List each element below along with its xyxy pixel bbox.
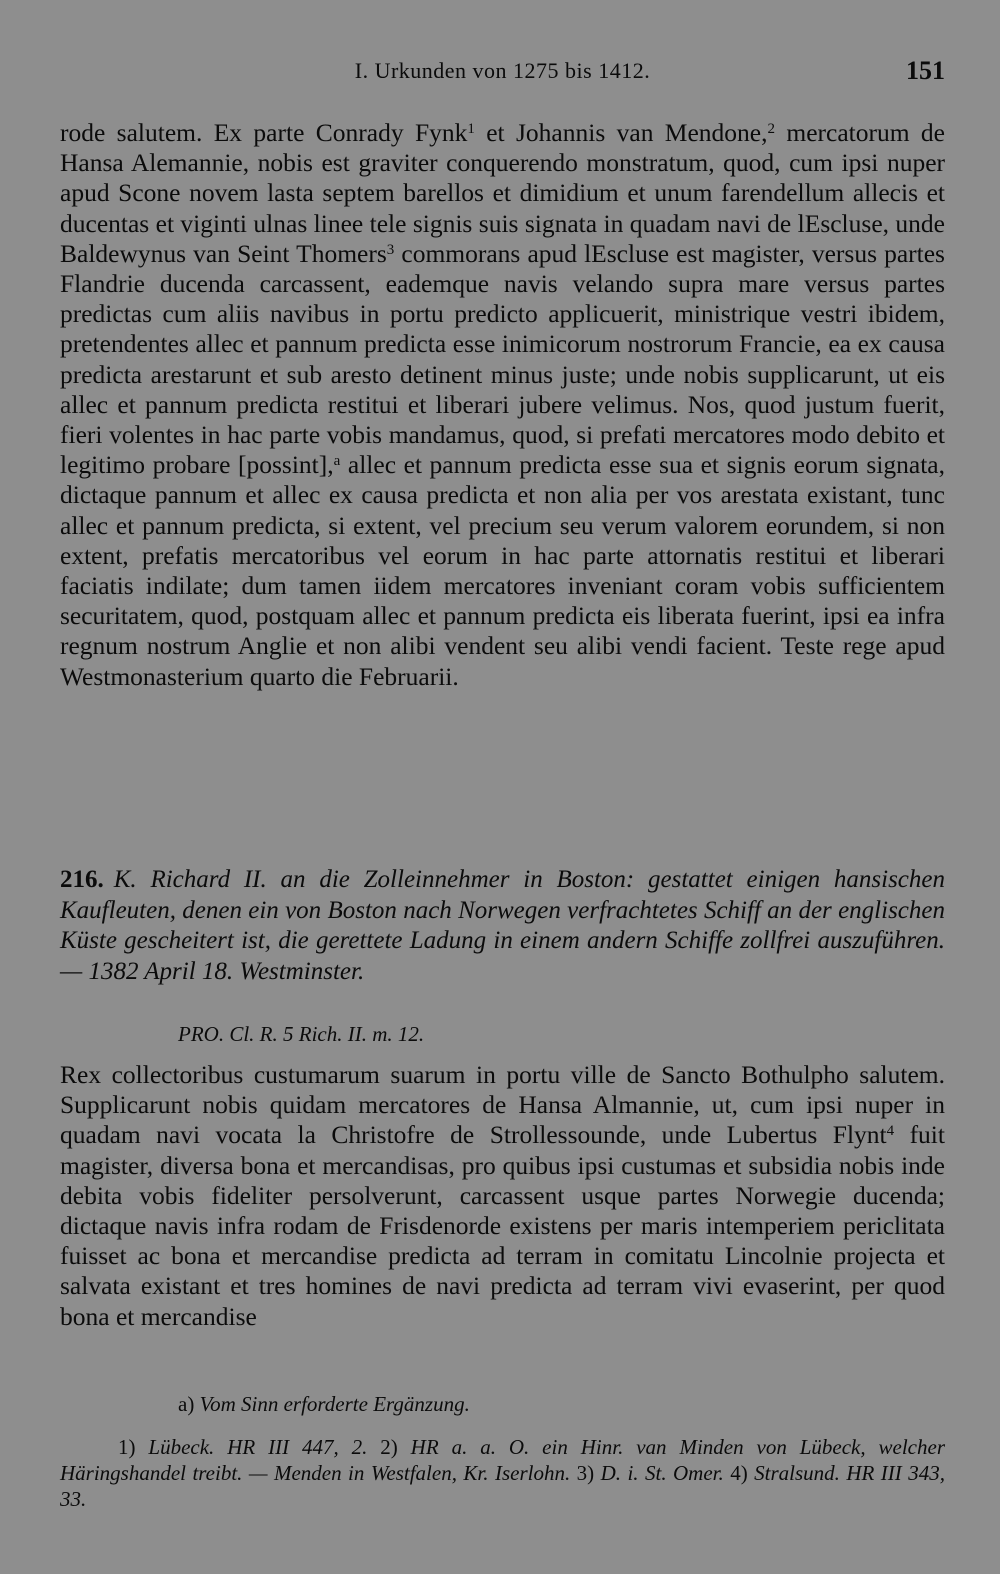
textual-note-a bbox=[178, 1392, 470, 1417]
footnotes bbox=[60, 1434, 945, 1512]
footnote-number-3: 3) bbox=[570, 1461, 601, 1485]
textual-note-marker: a) bbox=[178, 1392, 195, 1416]
footnote-text-1: Lübeck. HR III 447, 2. bbox=[148, 1435, 368, 1459]
footnote-ref-3: 3 bbox=[386, 241, 395, 258]
footnote-text-2: HR a. a. O. ein Hinr. van Minden von Lübeck, welcher Häringshandel treibt. — Menden in Westfalen, Kr. Iserlohn. bbox=[60, 1435, 945, 1485]
footnote-ref-2: 2 bbox=[767, 121, 775, 137]
document-number: 216. bbox=[60, 866, 104, 893]
page-header bbox=[60, 56, 945, 92]
text-segment: mercatorum de Hansa Alemannie, nobis est graviter conquerendo monstratum, quod, cum ipsi nuper apud Scone novem lasta septem barellos et dimidium et unum farendellum allecis et ducentas et viginti ulnas linee tele signis suis signata in quadam navi de lEscluse, unde Baldewynus van Seint Thomers bbox=[60, 118, 945, 268]
text-segment: allec et pannum predicta esse sua et signis eorum signata, dictaque pannum et allec ex causa predicta et non alia per vos arestata existant, tunc allec et pannum predicta, si extent, vel precium seu verum valorem eorundem, si non extent, prefatis mercatoribus vel eorum in hac parte attornatis restitui et liberari faciatis indilate; dum tamen iidem mercatores inveniant coram vobis sufficientem securitatem, quod, postquam allec et pannum predicta eis liberata fuerint, ipsi ea infra regnum nostrum Anglie et non alibi vendent seu alibi vendi facient. Teste rege apud Westmonasterium quarto die Februarii. bbox=[60, 450, 945, 691]
text-segment: rode salutem. Ex parte Conrady Fynk bbox=[60, 118, 468, 147]
footnote-text-3: D. i. St. Omer. bbox=[600, 1461, 724, 1485]
regest-text: K. Richard II. an die Zolleinnehmer in Boston: gestattet einigen hansischen Kaufleuten, denen ein von Boston nach Norwegen verfrachtetes Schiff an der englischen Küste gescheitert ist, die gerettete Ladung in einem andern Schiffe zollfrei auszuführen. — 1382 April 18. Westminster. bbox=[60, 866, 945, 985]
archival-source: PRO. Cl. R. 5 Rich. II. m. 12. bbox=[178, 1022, 425, 1046]
document-regest bbox=[60, 865, 945, 987]
text-segment: fuit magister, diversa bona et mercandisas, pro quibus ipsi custumas et subsidia nobis inde debita vobis fideliter persolverunt, carcassent usque partes Norwegie ducenda; dictaque navis infra rodam de Frisdenorde existens per maris intemperiem periclitata fuisset ac bona et mercandise predicta ad terram in comitatu Lincolnie projecta et salvata existant et tres homines de navi predicta ad terram vivi evaserint, per quod bona et mercandise bbox=[60, 1120, 945, 1331]
text-segment: Rex collectoribus custumarum suarum in portu ville de Sancto Bothulpho salutem. Supplicarunt nobis quidam mercatores de Hansa Almannie, ut, cum ipsi nuper in quadam navi vocata la Christofre de Strollessounde, unde Lubertus Flynt bbox=[60, 1060, 945, 1150]
footnote-text-4: Stralsund. HR III 343, 33. bbox=[60, 1461, 945, 1511]
document-text bbox=[60, 1060, 945, 1332]
footnote-number-4: 4) bbox=[723, 1461, 755, 1485]
footnote-ref-1: 1 bbox=[467, 121, 475, 137]
paragraph-continuation bbox=[60, 118, 945, 692]
footnote-number-2: 2) bbox=[367, 1435, 411, 1459]
text-segment: et Johannis van Mendone, bbox=[474, 118, 768, 147]
text-segment: commorans apud lEscluse est magister, versus partes Flandrie ducenda carcassent, eademque navis velando supra mare versus partes predictas cum aliis navibus in portu predicto applicuerit, ministrique vestri ibidem, pretendentes allec et pannum predicta esse inimicorum nostrorum Francie, ea ex causa predicta arestarunt et sub aresto detinent minus juste; unde nobis supplicarunt, ut eis allec et pannum predicta restitui et liberari jubere velimus. Nos, quod justum fuerit, fieri volentes in hac parte vobis mandamus, quod, si prefati mercatores modo debito et legitimo probare [possint], bbox=[60, 238, 945, 480]
footnote-number-1: 1) bbox=[118, 1435, 149, 1459]
page-number: 151 bbox=[906, 56, 945, 85]
footnote-ref-a: a bbox=[333, 453, 341, 470]
running-head: I. Urkunden von 1275 bis 1412. bbox=[354, 58, 651, 83]
footnote-ref-4: 4 bbox=[886, 1123, 895, 1140]
textual-note-text: Vom Sinn erforderte Ergänzung. bbox=[199, 1392, 470, 1416]
